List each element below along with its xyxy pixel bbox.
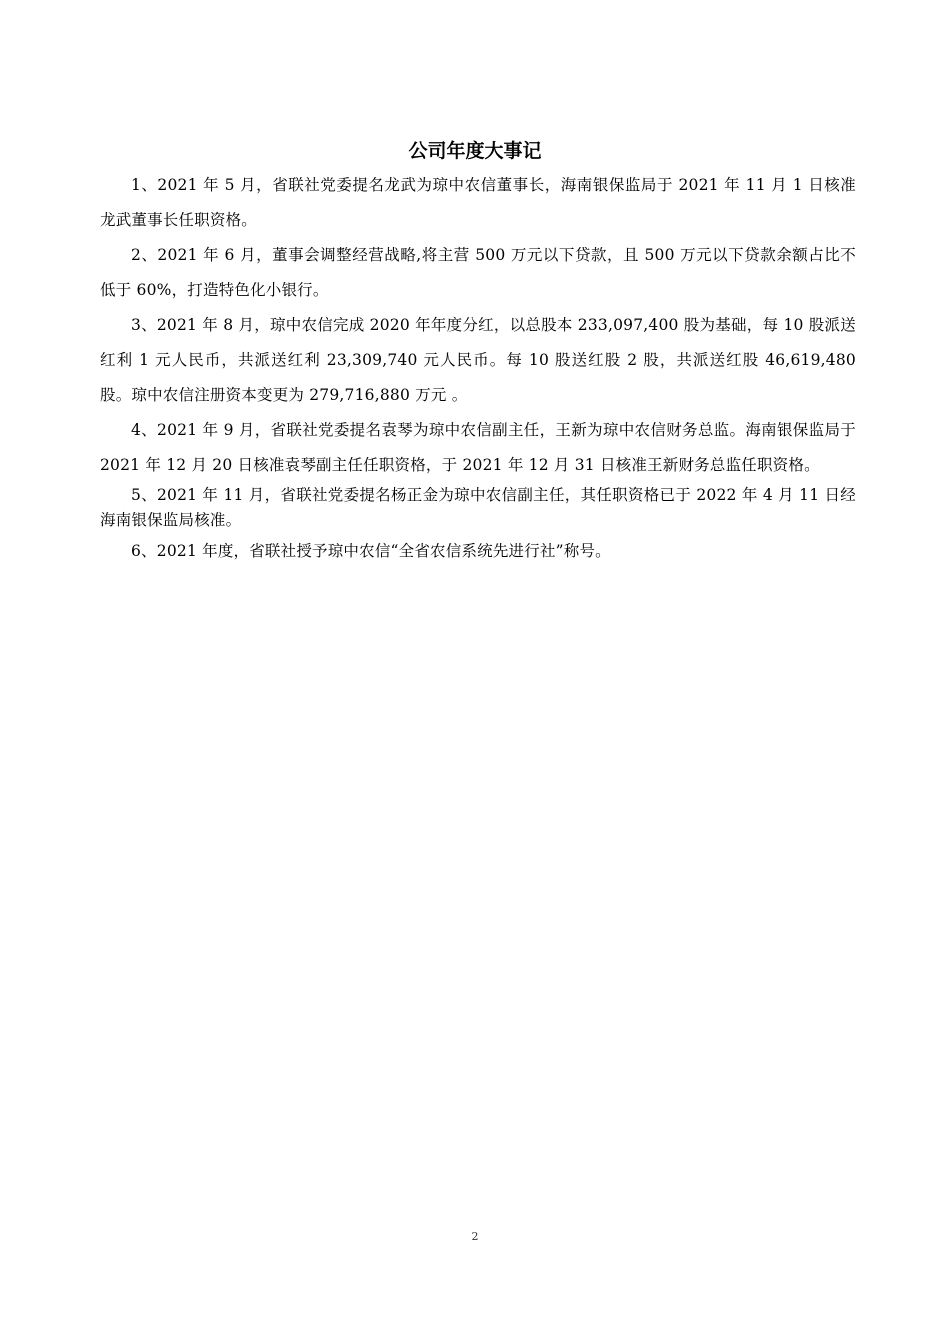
event-item-1: 1、2021 年 5 月，省联社党委提名龙武为琼中农信董事长，海南银保监局于 2021 年 11 月 1 日核准龙武董事长任职资格。: [100, 176, 856, 229]
event-item-2: 2、2021 年 6 月，董事会调整经营战略,将主营 500 万元以下贷款，且 500 万元以下贷款余额占比不低于 60%，打造特色化小银行。: [100, 246, 856, 299]
event-item-3: 3、2021 年 8 月，琼中农信完成 2020 年年度分红，以总股本 233,097,400 股为基础，每 10 股派送红利 1 元人民币，共派送红利 23,309,740 元人民币。每 10 股送红股 2 股，共派送红股 46,619,480 股。琼中农信注册资本变更为 279,716,880 万元 。: [100, 316, 856, 404]
event-item-6: 6、2021 年度，省联社授予琼中农信“全省农信系统先进行社”称号。: [131, 542, 611, 560]
event-item-4: 4、2021 年 9 月，省联社党委提名袁琴为琼中农信副主任，王新为琼中农信财务总监。海南银保监局于 2021 年 12 月 20 日核准袁琴副主任任职资格，于 2021 年 12 月 31 日核准王新财务总监任职资格。: [100, 421, 856, 474]
page-number: 2: [471, 1230, 479, 1243]
page-title: 公司年度大事记: [408, 139, 542, 162]
event-list: [100, 168, 856, 564]
event-item-5: 5、2021 年 11 月，省联社党委提名杨正金为琼中农信副主任，其任职资格已于 2022 年 4 月 11 日经海南银保监局核准。: [100, 486, 856, 529]
